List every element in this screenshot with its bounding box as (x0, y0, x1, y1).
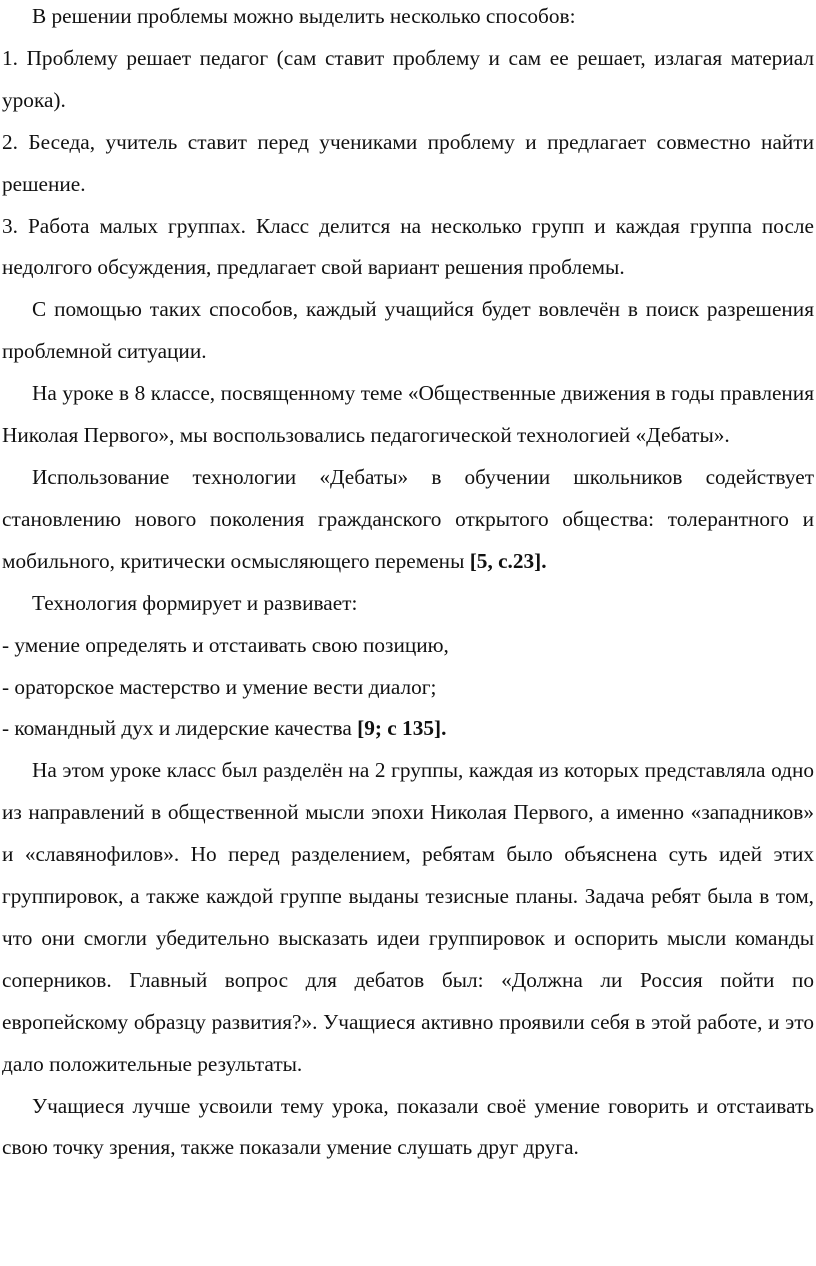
paragraph-method-2: 2. Беседа, учитель ставит перед учениками проблему и предлагает совместно найти решение. (2, 129, 814, 196)
paragraph-method-3: 3. Работа малых группах. Класс делится на несколько групп и каждая группа после недолгого обсуждения, предлагает свой вариант решения проблемы. (2, 213, 814, 280)
list-item-oratory: - ораторское мастерство и умение вести диалог; (2, 674, 437, 699)
paragraph-methods-outcome: С помощью таких способов, каждый учащийся будет вовлечён в поиск разрешения проблемной ситуации. (2, 297, 814, 364)
paragraph-results: Учащиеся лучше усвоили тему урока, показали своё умение говорить и отстаивать свою точку зрения, также показали умение слушать друг друга. (2, 1093, 814, 1160)
paragraph-debates-usage-text: Использование технологии «Дебаты» в обучении школьников содействует становлению нового поколения гражданского открытого общества: толерантного и мобильного, критически осмысляющего перемены (2, 464, 814, 573)
list-item-team-spirit-text: - командный дух и лидерские качества (2, 716, 358, 741)
list-item-team-spirit (2, 708, 814, 750)
paragraph-methods-intro: В решении проблемы можно выделить несколько способов: (32, 4, 576, 28)
paragraph-debates-usage (2, 457, 814, 583)
paragraph-lesson-groups: На этом уроке класс был разделён на 2 группы, каждая из которых представляла одно из направлений в общественной мысли эпохи Николая Первого, а именно «западников» и «славянофилов». Но перед разделением, ребятам было объяснена суть идей этих группировок, а также каждой группе выданы тезисные планы. Задача ребят была в том, что они смогли убедительно высказать идеи группировок и оспорить мысли команды соперников. Главный вопрос для дебатов был: «Должна ли Россия пойти по европейскому образцу развития?». Учащиеся активно проявили себя в этой работе, и это дало положительные результаты. (2, 758, 814, 1076)
citation-reference: [5, с.23]. (469, 548, 547, 573)
citation-reference: [9; с 135]. (357, 716, 447, 741)
paragraph-method-1: 1. Проблему решает педагог (сам ставит проблему и сам ее решает, излагая материал урока). (2, 45, 814, 112)
list-item-position: - умение определять и отстаивать свою позицию, (2, 632, 449, 657)
paragraph-lesson-debates: На уроке в 8 классе, посвященному теме «Общественные движения в годы правления Николая Первого», мы воспользовались педагогической технологией «Дебаты». (2, 381, 814, 448)
paragraph-technology-develops: Технология формирует и развивает: (32, 590, 358, 615)
